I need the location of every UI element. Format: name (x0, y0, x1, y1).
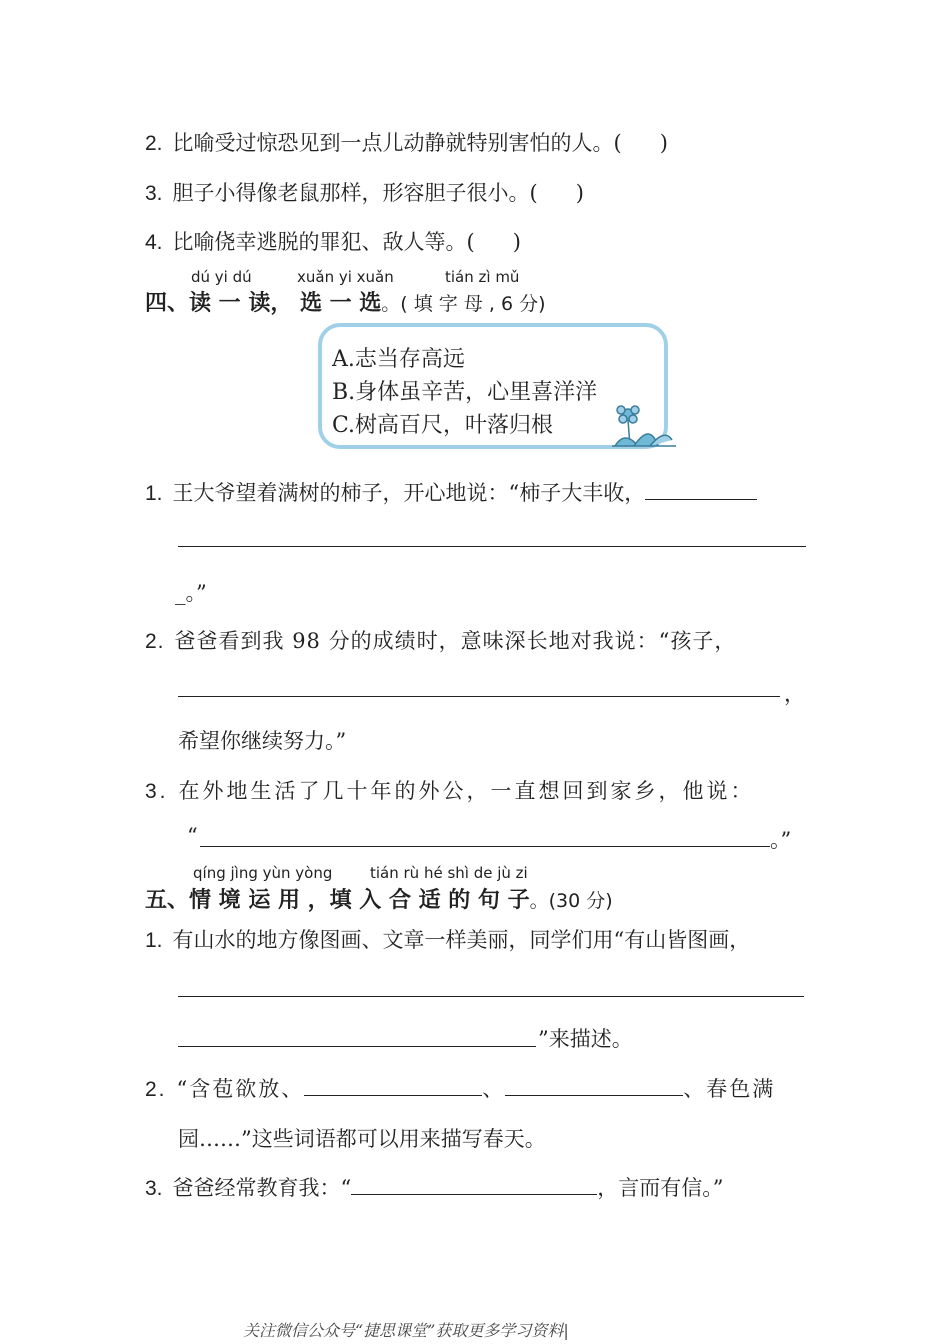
answer-line[interactable] (200, 846, 770, 847)
section-note: 。(30 分) (529, 890, 613, 912)
sec4-q1 (145, 477, 757, 507)
sec4-q3 (145, 775, 755, 805)
sec4-q2-tail: 希望你继续努力。” (178, 729, 347, 753)
option-a: A.志当存高远 (332, 347, 465, 372)
pinyin-tianru: tián rù hé shì de jù zi (370, 864, 528, 882)
question-text: 有山水的地方像图画、文章一样美丽，同学们用“有山皆图画， (172, 928, 751, 952)
answer-paren-close: ) (512, 230, 521, 254)
pinyin-du: dú yi dú (191, 268, 252, 286)
question-text: 比喻侥幸逃脱的罪犯、敌人等。( (172, 230, 475, 254)
sec5-q3 (145, 1172, 724, 1202)
section-title: 四、读 一 读， 选 一 选 (145, 291, 382, 316)
question-text: 王大爷望着满树的柿子，开心地说：“柿子大丰收， (172, 481, 646, 505)
question-text: 爸爸看到我 98 分的成绩时，意味深长地对我说：“孩子， (174, 629, 737, 653)
question-text: 在外地生活了几十年的外公，一直想回到家乡，他说： (178, 779, 755, 803)
question-number: 3. (145, 1177, 163, 1200)
separator: 、 (482, 1077, 506, 1101)
question-text: 爸爸经常教育我：“ (172, 1176, 352, 1200)
question-text: “含苞欲放、 (176, 1077, 305, 1101)
sec5-q2 (145, 1073, 775, 1103)
question-number: 1. (145, 929, 163, 952)
question-text: 比喻受过惊恐见到一点儿动静就特别害怕的人。( (172, 131, 622, 155)
question-number: 2. (145, 132, 163, 155)
sec4-q2 (145, 625, 736, 655)
section-title: 五、情 境 运 用 ，填 入 合 适 的 句 子 (145, 888, 530, 913)
footer-note: 关注微信公众号“捷思课堂”获取更多学习资料| (243, 1321, 569, 1340)
question-number: 2. (145, 630, 165, 653)
sec4-q3-close: 。” (770, 828, 792, 852)
question-text: 、春色满 (683, 1077, 776, 1101)
sec5-q1-end: ”来描述。 (538, 1027, 633, 1051)
answer-line[interactable] (178, 696, 780, 697)
answer-blank[interactable] (351, 1173, 597, 1195)
pinyin-tian: tián zì mǔ (445, 268, 520, 286)
answer-line[interactable] (178, 546, 806, 547)
sec5-q2-tail: 园……”这些词语都可以用来描写春天。 (178, 1127, 546, 1151)
flower-grass-icon (610, 400, 680, 450)
sec3-q4 (145, 226, 521, 256)
answer-paren-close: ) (659, 131, 668, 155)
pinyin-xuan: xuǎn yi xuǎn (297, 268, 394, 286)
answer-blank[interactable] (304, 1074, 482, 1096)
question-number: 2. (145, 1078, 167, 1101)
section-note: 。( 填 字 母 , 6 分) (381, 293, 546, 315)
question-number: 3. (145, 780, 169, 803)
option-b: B.身体虽辛苦，心里喜洋洋 (332, 380, 598, 405)
pinyin-qingjing: qíng jìng yùn yòng (193, 864, 333, 882)
answer-paren-close: ) (575, 181, 584, 205)
answer-line[interactable] (178, 996, 804, 997)
sec4-q3-open: “ (187, 824, 198, 848)
sec3-q2 (145, 127, 668, 157)
section-4-heading (145, 286, 546, 317)
sec3-q3 (145, 177, 584, 207)
option-c: C.树高百尺，叶落归根 (332, 413, 554, 438)
question-number: 4. (145, 231, 163, 254)
question-number: 3. (145, 182, 163, 205)
sec4-q1-end: _。” (175, 581, 207, 605)
answer-blank[interactable] (505, 1074, 683, 1096)
answer-blank[interactable] (645, 478, 757, 500)
answer-line[interactable] (178, 1046, 536, 1047)
question-number: 1. (145, 482, 163, 505)
sec4-q2-comma: ， (784, 682, 805, 706)
section-5-heading (145, 883, 613, 914)
sec5-q1 (145, 924, 750, 954)
question-text: ，言而有信。” (597, 1176, 724, 1200)
question-text: 胆子小得像老鼠那样，形容胆子很小。( (172, 181, 538, 205)
